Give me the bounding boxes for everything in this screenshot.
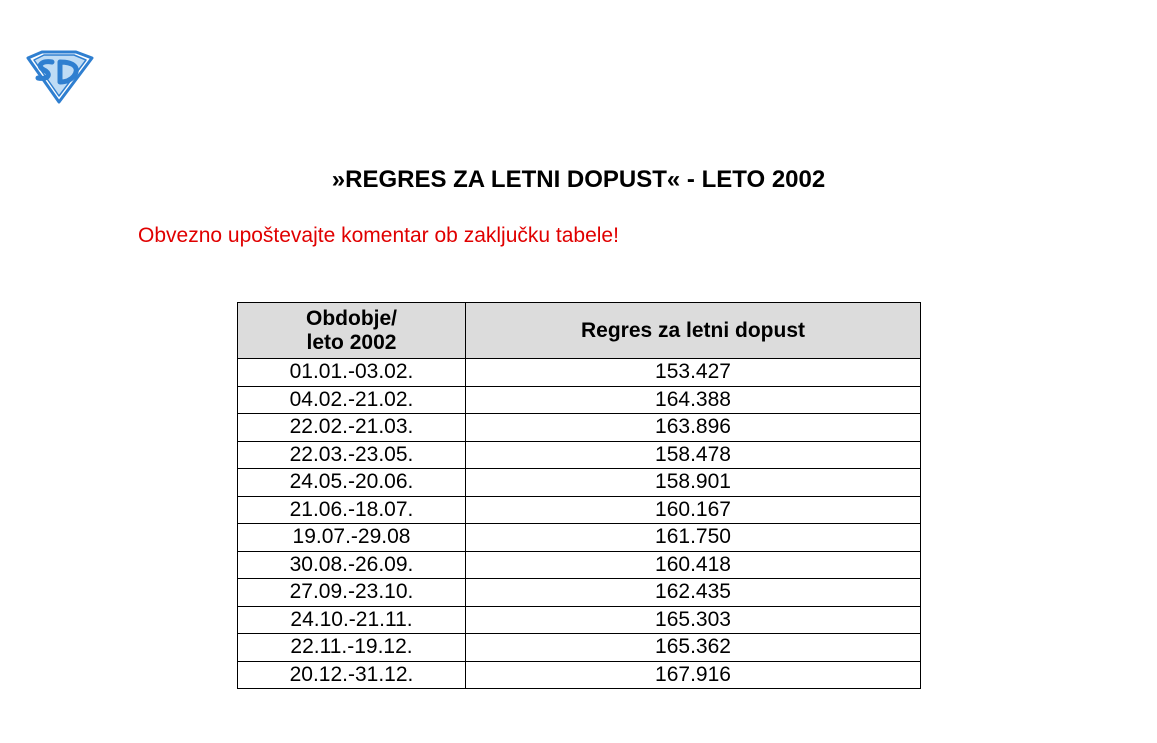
period-cell: 19.07.-29.08 xyxy=(238,524,466,552)
header-period-line2: leto 2002 xyxy=(306,330,397,354)
table-header-row xyxy=(238,303,921,359)
period-cell: 21.06.-18.07. xyxy=(238,496,466,524)
period-cell: 22.03.-23.05. xyxy=(238,441,466,469)
rates-table-container xyxy=(237,302,921,689)
value-cell: 161.750 xyxy=(466,524,921,552)
value-cell: 158.901 xyxy=(466,469,921,497)
period-cell: 22.11.-19.12. xyxy=(238,634,466,662)
value-cell: 164.388 xyxy=(466,386,921,414)
table-row xyxy=(238,634,921,662)
table-row xyxy=(238,661,921,689)
table-row xyxy=(238,359,921,387)
period-cell: 30.08.-26.09. xyxy=(238,551,466,579)
table-row xyxy=(238,551,921,579)
value-cell: 163.896 xyxy=(466,414,921,442)
period-cell: 24.05.-20.06. xyxy=(238,469,466,497)
header-value: Regres za letni dopust xyxy=(466,303,921,359)
value-cell: 165.362 xyxy=(466,634,921,662)
notice-text: Obvezno upoštevajte komentar ob zaključku tabele! xyxy=(138,224,619,247)
value-cell: 160.167 xyxy=(466,496,921,524)
table-row xyxy=(238,469,921,497)
value-cell: 167.916 xyxy=(466,661,921,689)
value-cell: 165.303 xyxy=(466,606,921,634)
header-period-line1: Obdobje/ xyxy=(306,306,397,330)
table-row xyxy=(238,441,921,469)
rates-table xyxy=(237,302,921,689)
period-cell: 22.02.-21.03. xyxy=(238,414,466,442)
period-cell: 20.12.-31.12. xyxy=(238,661,466,689)
table-row xyxy=(238,496,921,524)
value-cell: 153.427 xyxy=(466,359,921,387)
value-cell: 160.418 xyxy=(466,551,921,579)
logo xyxy=(22,50,96,104)
table-row xyxy=(238,386,921,414)
period-cell: 01.01.-03.02. xyxy=(238,359,466,387)
period-cell: 27.09.-23.10. xyxy=(238,579,466,607)
period-cell: 04.02.-21.02. xyxy=(238,386,466,414)
document-title: »REGRES ZA LETNI DOPUST« - LETO 2002 xyxy=(331,166,826,193)
value-cell: 162.435 xyxy=(466,579,921,607)
value-cell: 158.478 xyxy=(466,441,921,469)
table-row xyxy=(238,606,921,634)
table-row xyxy=(238,579,921,607)
period-cell: 24.10.-21.11. xyxy=(238,606,466,634)
shield-logo-icon xyxy=(22,50,96,104)
table-row xyxy=(238,414,921,442)
table-row xyxy=(238,524,921,552)
header-period xyxy=(238,303,466,359)
